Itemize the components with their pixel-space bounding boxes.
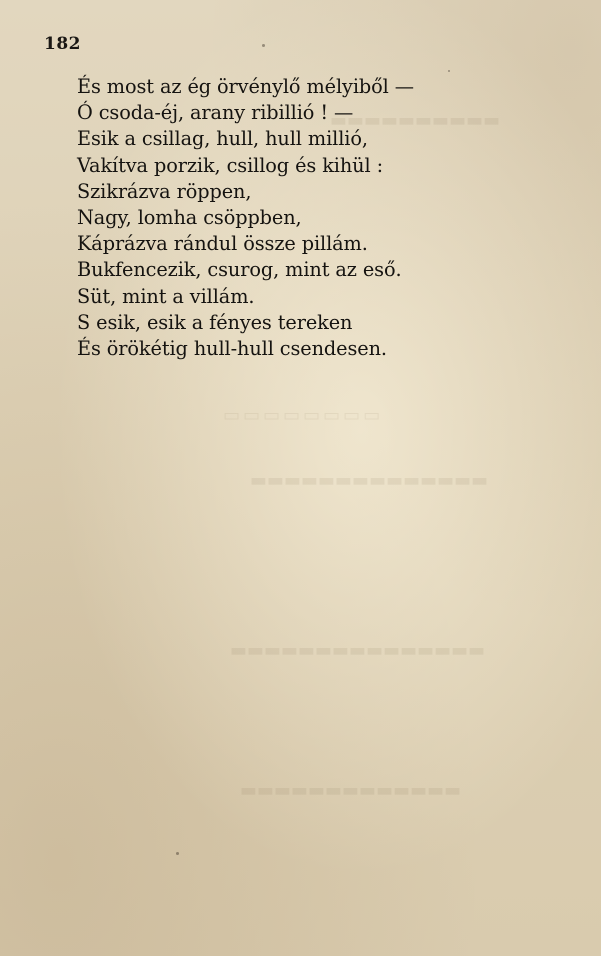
poem-stanza [77, 74, 457, 362]
poem-line: Süt, mint a villám. [77, 284, 255, 308]
bleed-through-block: ▬▬▬▬▬▬▬▬▬▬ [330, 110, 501, 131]
page-number: 182 [44, 34, 81, 54]
poem-line: Esik a csillag, hull, hull millió, [77, 127, 368, 151]
poem-line: Bukfencezik, csurog, mint az eső. [77, 258, 402, 282]
poem-line: S esik, esik a fényes tereken [77, 310, 353, 334]
paper-speck [262, 44, 265, 47]
poem-line: Vakítva porzik, csillog és kihül : [77, 153, 383, 177]
poem-line: Nagy, lomha csöppben, [77, 205, 302, 229]
bleed-through-block: ▬▬▬▬▬▬▬▬▬▬▬▬▬▬▬ [230, 640, 486, 661]
bleed-through-block: ▬▬▬▬▬▬▬▬▬▬▬▬▬▬ [250, 470, 489, 491]
bleed-through-block: ▬▬▬▬▬▬▬▬▬▬▬▬▬ [240, 780, 462, 801]
poem-line: Káprázva rándul össze pillám. [77, 232, 368, 256]
paper-speck [176, 852, 179, 855]
poem-line: És most az ég örvénylő mélyiből — [77, 75, 414, 98]
poem-line: Ó csoda-éj, arany ribillió ! — [77, 101, 354, 125]
bleed-through-title: ▭▭▭▭▭▭▭▭ [220, 405, 381, 426]
poem-line: És örökétig hull-hull csendesen. [77, 336, 387, 360]
poem-line: Szikrázva röppen, [77, 179, 252, 203]
paper-speck [448, 70, 450, 72]
